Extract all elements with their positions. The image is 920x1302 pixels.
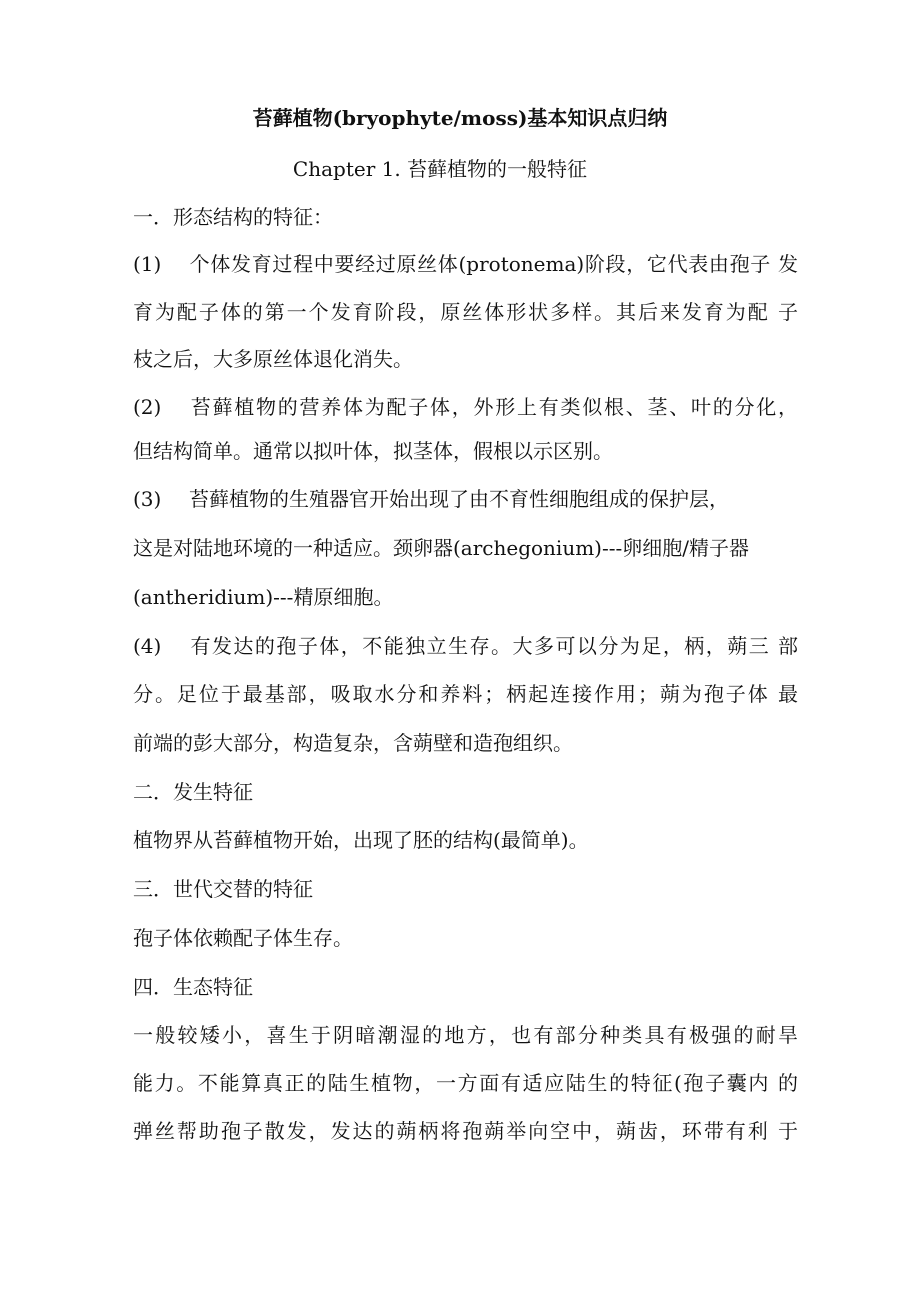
paragraph-3-line-1 xyxy=(133,485,798,513)
paragraph-4-line-1 xyxy=(133,632,798,660)
item-number-1: (1) xyxy=(133,252,162,276)
item-number-3: (3) xyxy=(133,487,162,511)
paragraph-3-line-2: 这是对陆地环境的一种适应。颈卵器(archegonium)---卵细胞/精子器 xyxy=(133,536,749,560)
paragraph-2-text: 苔藓植物的营养体为配子体，外形上有类似根、茎、叶的分化， xyxy=(189,395,798,419)
item-number-4: (4) xyxy=(133,634,162,658)
paragraph-2-line-1 xyxy=(133,393,798,421)
section-2-body: 植物界从苔藓植物开始，出现了胚的结构(最简单)。 xyxy=(133,828,589,852)
paragraph-4-line-2: 分。足位于最基部，吸取水分和养料；柄起连接作用；蒴为孢子体 最 xyxy=(133,682,798,706)
section-3-body: 孢子体依赖配子体生存。 xyxy=(133,926,353,950)
paragraph-1-line-2: 育为配子体的第一个发育阶段，原丝体形状多样。其后来发育为配 子 xyxy=(133,300,798,324)
paragraph-2-line-2: 但结构简单。通常以拟叶体，拟茎体，假根以示区别。 xyxy=(133,439,613,463)
section-1-heading: 一．形态结构的特征： xyxy=(133,205,333,229)
paragraph-1-text: 个体发育过程中要经过原丝体(protonema)阶段，它代表由孢子 发 xyxy=(189,252,798,276)
paragraph-4-line-3: 前端的彭大部分，构造复杂，含蒴壁和造孢组织。 xyxy=(133,731,573,755)
section-2-heading: 二．发生特征 xyxy=(133,780,253,804)
paragraph-3-line-3: (antheridium)---精原细胞。 xyxy=(133,585,394,609)
item-number-2: (2) xyxy=(133,395,162,419)
paragraph-3-text: 苔藓植物的生殖器官开始出现了由不育性细胞组成的保护层， xyxy=(189,487,729,511)
section-4-line-1: 一般较矮小，喜生于阴暗潮湿的地方，也有部分种类具有极强的耐旱 xyxy=(133,1023,798,1047)
chapter-heading: Chapter 1. 苔藓植物的一般特征 xyxy=(292,157,588,181)
paragraph-1-line-3: 枝之后，大多原丝体退化消失。 xyxy=(133,347,413,371)
document-title: 苔藓植物(bryophyte/moss)基本知识点归纳 xyxy=(252,106,668,130)
section-3-heading: 三．世代交替的特征 xyxy=(133,877,313,901)
paragraph-1-line-1 xyxy=(133,250,798,278)
section-4-line-2: 能力。不能算真正的陆生植物，一方面有适应陆生的特征(孢子囊内 的 xyxy=(133,1071,798,1095)
section-4-heading: 四．生态特征 xyxy=(133,975,253,999)
section-4-line-3: 弹丝帮助孢子散发，发达的蒴柄将孢蒴举向空中，蒴齿，环带有利 于 xyxy=(133,1119,798,1143)
paragraph-4-text: 有发达的孢子体，不能独立生存。大多可以分为足，柄，蒴三 部 xyxy=(189,634,798,658)
